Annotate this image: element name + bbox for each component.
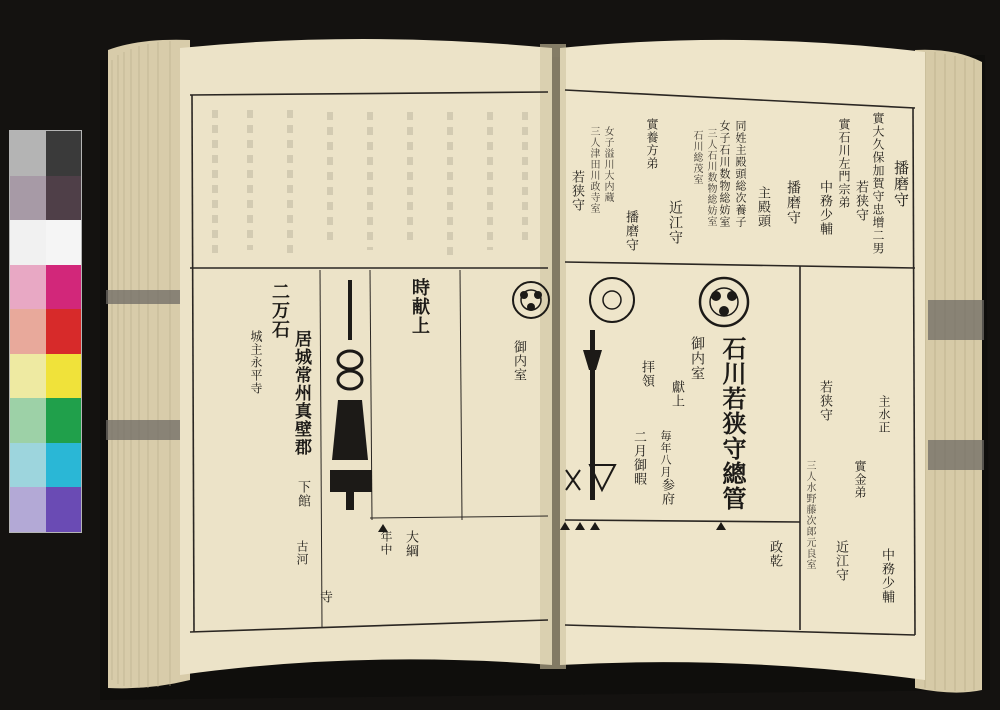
right-lower-col-7: 主水正 xyxy=(877,395,891,434)
swatch xyxy=(10,487,46,532)
right-upper-col-10: 三人石川数物総妨室 xyxy=(705,128,716,227)
swatch xyxy=(46,443,82,488)
swatch xyxy=(46,398,82,443)
swatch xyxy=(46,265,82,310)
right-upper-col-16: 三人津田川政寺室 xyxy=(588,126,599,214)
left-castle-sub: 下館 xyxy=(295,480,310,508)
right-lord-name: 石川若狭守總管 xyxy=(718,336,747,511)
right-lower-col-3: 獻上 xyxy=(669,380,684,408)
left-wife-label: 御内室 xyxy=(511,340,526,382)
left-koga-label: 古河 xyxy=(295,540,309,566)
right-upper-col-3: 若狭守 xyxy=(853,180,868,222)
right-upper-col-6: 播磨守 xyxy=(785,180,801,225)
right-upper-col-1: 播磨守 xyxy=(892,160,910,208)
right-lower-col-4: 毎年八月 xyxy=(659,430,672,478)
swatch xyxy=(10,220,46,265)
swatch xyxy=(46,176,82,221)
right-lower-col-6: 参府 xyxy=(659,478,674,506)
left-temple-label: 寺 xyxy=(317,590,332,604)
right-upper-col-17: 若狭守 xyxy=(569,170,584,212)
swatch xyxy=(46,487,82,532)
right-lower-col-11: 實金弟 xyxy=(853,460,867,499)
right-lower-col-8: 近江守 xyxy=(833,540,848,582)
right-lower-col-13: 三人水野藤次郎元良室 xyxy=(804,460,815,570)
right-upper-col-7: 主殿頭 xyxy=(755,186,770,228)
right-upper-col-11: 石川総茂室 xyxy=(691,130,702,185)
right-upper-col-12: 實養方弟 xyxy=(645,118,659,170)
right-upper-col-13: 近江守 xyxy=(667,200,683,245)
left-page xyxy=(180,39,552,675)
swatch xyxy=(46,354,82,399)
left-gift-label: 時献上 xyxy=(409,278,430,335)
swatch xyxy=(10,443,46,488)
right-lower-col-1: 御内室 xyxy=(689,336,705,381)
left-rank-label: 二万石 xyxy=(269,282,290,339)
swatch xyxy=(46,220,82,265)
right-lower-col-10: 政乾 xyxy=(767,540,782,568)
right-lower-col-5: 二月御暇 xyxy=(631,430,646,486)
right-upper-col-14: 播磨守 xyxy=(623,210,638,252)
right-upper-col-8: 同姓主殿頭総次養子 xyxy=(734,120,747,228)
left-year-label: 年中 xyxy=(379,530,393,556)
swatch xyxy=(46,309,82,354)
right-upper-col-9: 女子石川数物総妨室 xyxy=(718,120,731,228)
color-card-swatches xyxy=(10,131,81,532)
right-upper-col-5: 中務少輔 xyxy=(817,180,832,236)
left-castle-label: 居城常州真壁郡 xyxy=(291,330,311,456)
left-rope-label: 大綱 xyxy=(403,530,418,558)
right-lower-col-12: 若狭守 xyxy=(817,380,832,422)
swatch xyxy=(10,398,46,443)
left-history-col: 城主永平寺 xyxy=(249,330,263,395)
swatch xyxy=(10,309,46,354)
left-page-edges xyxy=(108,40,190,689)
right-upper-col-4: 實石川左門宗弟 xyxy=(837,118,851,209)
right-lower-col-2: 拝領 xyxy=(639,360,654,388)
swatch xyxy=(46,131,82,176)
right-upper-col-15: 女子溢川大内蔵 xyxy=(602,126,613,203)
swatch xyxy=(10,176,46,221)
right-upper-col-2: 實大久保加賀守忠增二男 xyxy=(871,112,885,255)
right-lower-col-9: 中務少輔 xyxy=(879,548,894,604)
swatch xyxy=(10,265,46,310)
gutter-shadow xyxy=(540,44,566,669)
swatch xyxy=(10,354,46,399)
swatch xyxy=(10,131,46,176)
